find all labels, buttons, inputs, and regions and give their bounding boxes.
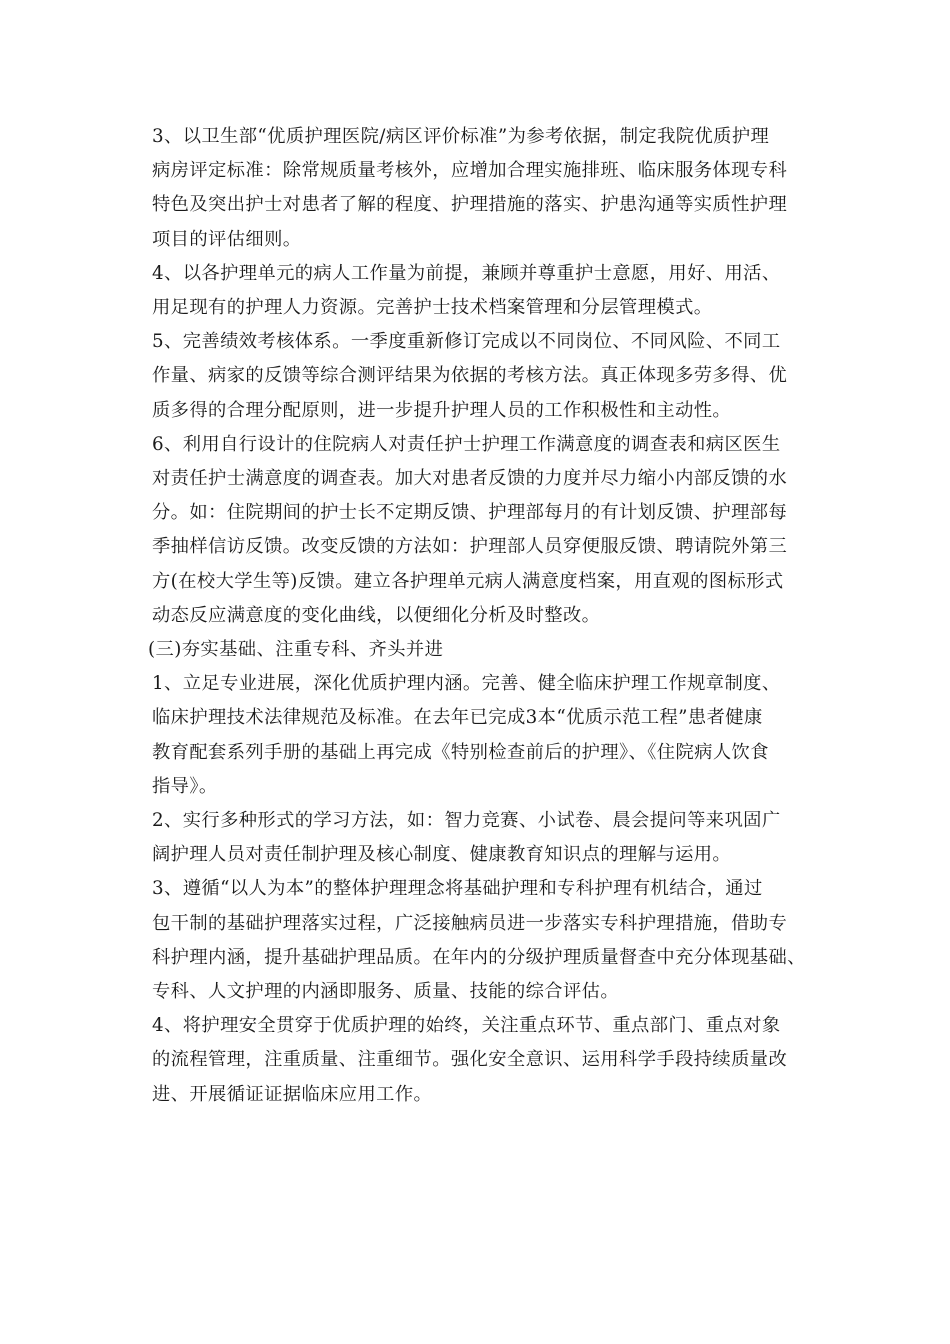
text-line: 5、完善绩效考核体系。一季度重新修订完成以不同岗位、不同风险、不同工 — [152, 331, 781, 353]
text-line: 季抽样信访反馈。改变反馈的方法如：护理部人员穿便服反馈、聘请院外第三 — [152, 536, 788, 558]
paragraph-s4 — [142, 1009, 812, 1112]
paragraph-s3 — [142, 872, 812, 1009]
section-heading — [142, 633, 812, 667]
text-line: 1、立足专业进展，深化优质护理内涵。完善、健全临床护理工作规章制度、 — [152, 673, 781, 695]
text-line: 分。如：住院期间的护士长不定期反馈、护理部每月的有计划反馈、护理部每 — [152, 502, 788, 524]
paragraph-s1 — [142, 667, 812, 804]
text-line: 教育配套系列手册的基础上再完成《特别检查前后的护理》、《住院病人饮食 — [152, 741, 769, 763]
text-line: 科护理内涵，提升基础护理品质。在年内的分级护理质量督查中充分体现基础、 — [152, 946, 806, 968]
text-line: 特色及突出护士对患者了解的程度、护理措施的落实、护患沟通等实质性护理 — [152, 194, 788, 216]
paragraph-p4 — [142, 257, 812, 325]
text-line: 指导》。 — [152, 775, 218, 797]
text-line: 项目的评估细则。 — [152, 228, 302, 250]
text-line: 3、遵循“以人为本”的整体护理理念将基础护理和专科护理有机结合，通过 — [152, 878, 763, 900]
text-line: 进、开展循证证据临床应用工作。 — [152, 1083, 433, 1105]
text-line: 动态反应满意度的变化曲线，以便细化分析及时整改。 — [152, 604, 601, 626]
text-line: 用足现有的护理人力资源。完善护士技术档案管理和分层管理模式。 — [152, 297, 713, 319]
text-line: 的流程管理，注重质量、注重细节。强化安全意识、运用科学手段持续质量改 — [152, 1049, 788, 1071]
paragraph-p3 — [142, 120, 812, 257]
text-line: 包干制的基础护理落实过程，广泛接触病员进一步落实专科护理措施，借助专 — [152, 912, 788, 934]
text-line: 4、以各护理单元的病人工作量为前提，兼顾并尊重护士意愿，用好、用活、 — [152, 262, 781, 284]
paragraph-p6 — [142, 428, 812, 633]
text-line: 方(在校大学生等)反馈。建立各护理单元病人满意度档案，用直观的图标形式 — [152, 570, 784, 592]
document-page — [142, 120, 812, 1112]
text-line: 6、利用自行设计的住院病人对责任护士护理工作满意度的调查表和病区医生 — [152, 433, 781, 455]
text-line: 病房评定标准：除常规质量考核外，应增加合理实施排班、临床服务体现专科 — [152, 160, 788, 182]
text-line: 专科、人文护理的内涵即服务、质量、技能的综合评估。 — [152, 981, 620, 1003]
text-line: 2、实行多种形式的学习方法，如：智力竞赛、小试卷、晨会提问等来巩固广 — [152, 810, 781, 832]
paragraph-p5 — [142, 325, 812, 428]
heading-text: (三)夯实基础、注重专科、齐头并进 — [148, 639, 444, 661]
text-line: 3、以卫生部“优质护理医院/病区评价标准”为参考依据，制定我院优质护理 — [152, 126, 770, 147]
text-line: 质多得的合理分配原则，进一步提升护理人员的工作积极性和主动性。 — [152, 399, 732, 421]
text-line: 阔护理人员对责任制护理及核心制度、健康教育知识点的理解与运用。 — [152, 844, 732, 866]
text-line: 对责任护士满意度的调查表。加大对患者反馈的力度并尽力缩小内部反馈的水 — [152, 468, 788, 490]
text-line: 作量、病家的反馈等综合测评结果为依据的考核方法。真正体现多劳多得、优 — [152, 365, 788, 387]
text-line: 临床护理技术法律规范及标准。在去年已完成3本“优质示范工程”患者健康 — [152, 707, 763, 729]
text-line: 4、将护理安全贯穿于优质护理的始终，关注重点环节、重点部门、重点对象 — [152, 1015, 781, 1037]
paragraph-s2 — [142, 804, 812, 872]
